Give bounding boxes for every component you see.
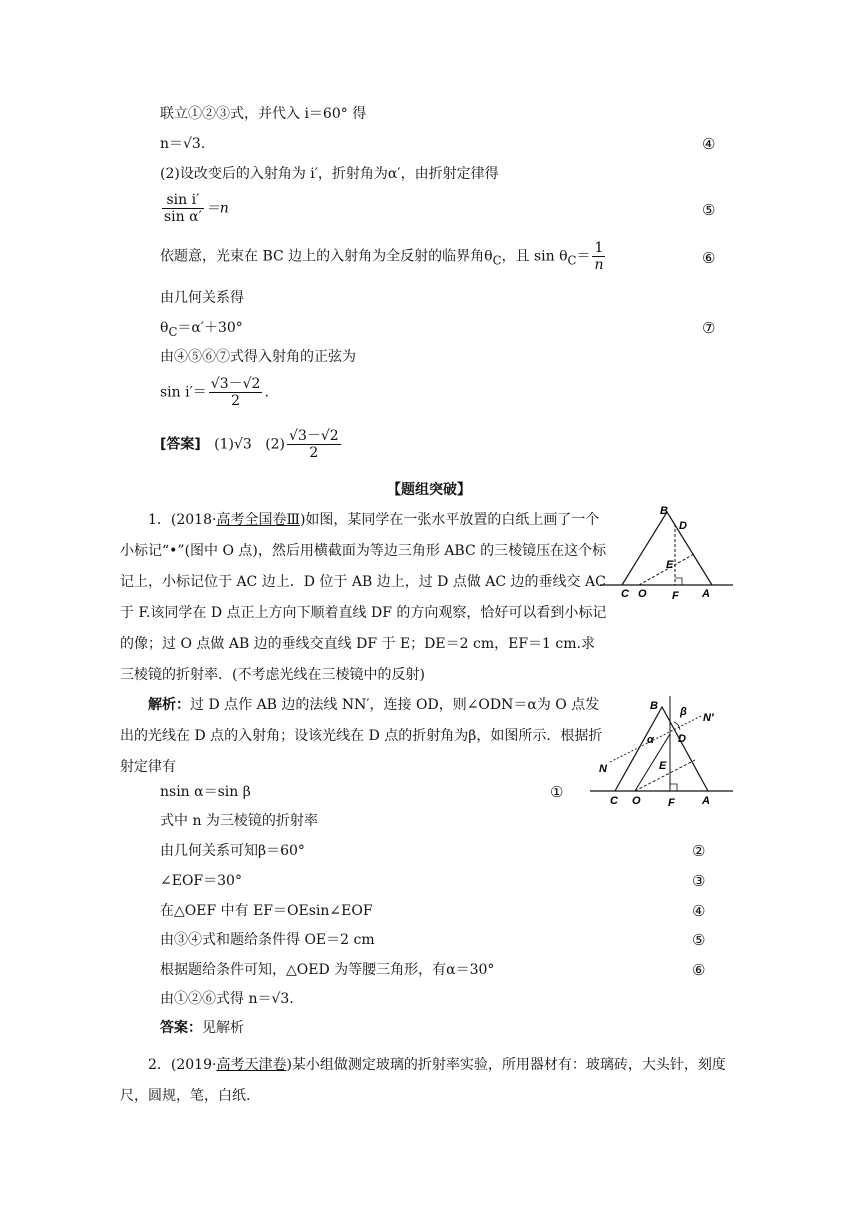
question-1-source: 高考全国卷Ⅲ xyxy=(216,512,300,528)
solution-line-2: n＝√3. xyxy=(160,136,206,152)
fraction-sin-ratio: $\frac{\text{sin i′}}{\text{sin α′}}$ xyxy=(164,192,202,225)
figure-1-prism xyxy=(600,502,735,602)
fig2-label-D: D xyxy=(678,733,686,745)
fig1-label-F: F xyxy=(672,590,679,602)
equation-number-4: ④ xyxy=(702,135,716,153)
equation-number-7: ⑦ xyxy=(702,319,716,337)
analysis-eq-6: 根据题给条件可知，△OED 为等腰三角形，有α＝30° xyxy=(160,962,495,978)
solution-line-9: sin i′＝ $\frac{√3-√2}{2}$ . xyxy=(160,376,269,409)
analysis-text: 解析：过 D 点作 AB 边的法线 NN′，连接 OD，则∠ODN＝α为 O 点发出的光线在 D 点的入射角；设该光线在 D 点的折射角为β，如图所示．根据折射定律有 xyxy=(120,697,603,775)
equation-number-2: ② xyxy=(692,842,706,860)
fig2-label-alpha: α xyxy=(647,734,654,746)
fig2-label-beta: β xyxy=(680,706,687,718)
solution-line-7: $\theta_C=\alpha'+30^\circ$ xyxy=(160,320,243,339)
fig2-label-E: E xyxy=(659,760,667,772)
equation-number-5b: ⑤ xyxy=(692,931,706,949)
question-2-source: 高考天津卷 xyxy=(216,1057,287,1073)
fig2-label-F: F xyxy=(668,797,675,809)
equation-number-6b: ⑥ xyxy=(692,961,706,979)
section-title: 【题组突破】 xyxy=(387,482,471,498)
fig1-label-C: C xyxy=(621,588,629,600)
analysis-line-2: 式中 n 为三棱镜的折射率 xyxy=(160,813,318,829)
analysis-eq-3: ∠EOF＝30° xyxy=(160,873,242,889)
solution-line-3: (2)设改变后的入射角为 i′，折射角为α′，由折射定律得 xyxy=(160,166,499,182)
solution-line-4: $\frac{\text{sin i′}}{\text{sin α′}}$ ＝n xyxy=(164,192,229,225)
analysis-eq-4: 在△OEF 中有 EF＝OEsin∠EOF xyxy=(160,903,373,919)
fig2-label-B: B xyxy=(650,700,658,712)
fig2-label-A: A xyxy=(702,795,710,807)
fig1-label-E: E xyxy=(666,559,674,571)
analysis-conclusion: 由①②⑥式得 n＝√3. xyxy=(160,991,294,1007)
solution-line-5: 依题意，光束在 BC 边上的入射角为全反射的临界角$\theta_C$，且 $\sin \theta_C=$ $\frac{1}{n}$ xyxy=(160,240,604,273)
equation-number-5: ⑤ xyxy=(702,201,716,219)
solution-line-6: 由几何关系得 xyxy=(160,290,244,306)
question-2-text: 2．(2019·高考天津卷)某小组做测定玻璃的折射率实验，所用器材有：玻璃砖，大头针，刻度尺，圆规，笔，白纸. xyxy=(120,1057,726,1104)
equation-number-1: ① xyxy=(550,783,564,801)
fig2-label-N: N xyxy=(599,763,607,775)
fig1-label-A: A xyxy=(702,588,710,600)
equation-number-3: ③ xyxy=(692,872,706,890)
analysis-eq-1: nsin α＝sin β xyxy=(160,784,251,800)
equation-number-4b: ④ xyxy=(692,902,706,920)
fig2-label-C: C xyxy=(610,795,618,807)
fig1-label-O: O xyxy=(638,588,647,600)
analysis-eq-2: 由几何关系可知β＝60° xyxy=(160,843,305,859)
equation-number-6: ⑥ xyxy=(702,249,716,267)
fig1-label-D: D xyxy=(679,520,687,532)
answer-line: [答案] (1)√3 (2) $\frac{√3-√2}{2}$ xyxy=(160,428,339,461)
figure-2-refraction xyxy=(590,690,735,810)
fraction-one-over-n: $\frac{1}{n}$ xyxy=(594,240,604,273)
fig1-label-B: B xyxy=(660,505,668,517)
answer-fraction: $\frac{√3-√2}{2}$ xyxy=(289,428,339,461)
question-1-text: 1．(2018·高考全国卷Ⅲ)如图，某同学在一张水平放置的白纸上画了一个小标记“•”(图中 O 点)，然后用横截面为等边三角形 ABC 的三棱镜压在这个标记上，小标记位于 AC 边上．D 位于 AB 边上，过 D 点做 AC 边的垂线交 AC 于 F.该同学在 D 点正上方向下顺着直线 DF 的方向观察，恰好可以看到小标记的像；过 O 点做 AB 边的垂线交直线 DF 于 E；DE＝2 cm，EF＝1 cm.求三棱镜的折射率．(不考虑光线在三棱镜中的反射) xyxy=(120,512,607,683)
solution-line-8: 由④⑤⑥⑦式得入射角的正弦为 xyxy=(160,349,356,365)
fraction-sqrt-diff: $\frac{√3-√2}{2}$ xyxy=(210,376,261,409)
fig2-label-O: O xyxy=(632,795,641,807)
analysis-eq-5: 由③④式和题给条件得 OE＝2 cm xyxy=(160,932,375,948)
analysis-answer: 答案：见解析 xyxy=(160,1020,244,1036)
solution-line-1: 联立①②③式，并代入 i＝60° 得 xyxy=(160,106,367,122)
fig2-label-N-prime: N′ xyxy=(703,712,714,724)
